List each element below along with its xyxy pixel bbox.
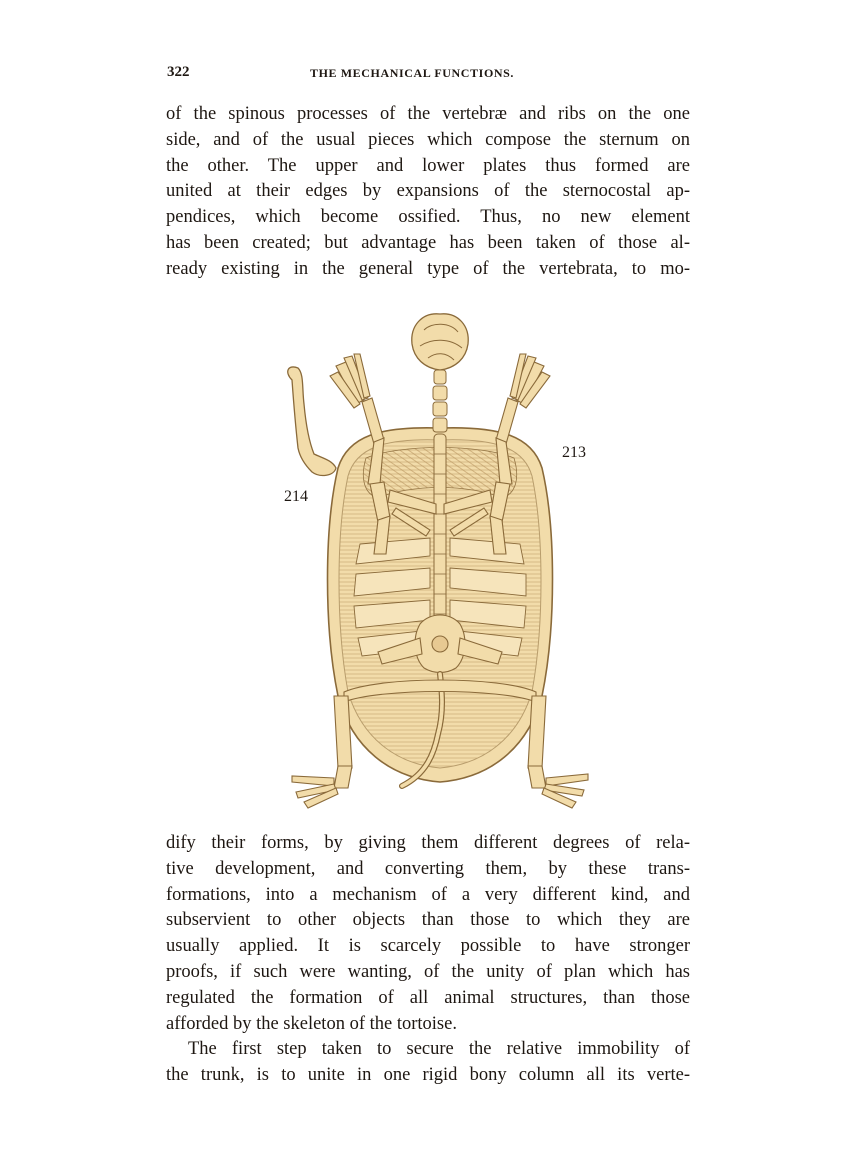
text-line: usually applied. It is scarcely possible to have stronger <box>166 936 690 957</box>
text-line: tive development, and converting them, by these trans- <box>166 858 690 879</box>
text-line: ready existing in the general type of the vertebrata, to mo- <box>166 258 690 279</box>
text-line: regulated the formation of all animal structures, than those <box>166 987 690 1008</box>
page-number: 322 <box>167 64 190 80</box>
text-line: side, and of the usual pieces which compose the sternum on <box>166 129 690 150</box>
separate-bone <box>288 367 336 476</box>
text-line: of the spinous processes of the vertebræ and ribs on the one <box>166 104 690 124</box>
text-line: dify their forms, by giving them different degrees of rela- <box>166 833 690 853</box>
text-line: formations, into a mechanism of a very different kind, and <box>166 884 690 905</box>
figure-label-214: 214 <box>284 488 308 505</box>
text-line: the trunk, is to unite in one rigid bony column all its verte- <box>166 1064 690 1085</box>
tortoise-skeleton-illustration <box>270 308 610 812</box>
text-line: afforded by the skeleton of the tortoise. <box>166 1013 457 1034</box>
text-line: proofs, if such were wanting, of the unity of plan which has <box>166 961 690 982</box>
text-line: has been created; but advantage has been taken of those al- <box>166 232 690 253</box>
running-head: THE MECHANICAL FUNCTIONS. <box>310 66 515 80</box>
paragraph-2 <box>166 831 690 1037</box>
paragraph-3 <box>166 1037 690 1089</box>
text-line: subservient to other objects than those to which they are <box>166 910 690 931</box>
paragraph-1 <box>166 102 690 283</box>
figure-label-213: 213 <box>562 444 586 461</box>
text-line: The first step taken to secure the relative immobility of <box>188 1039 690 1059</box>
text-line: the other. The upper and lower plates thus formed are <box>166 155 690 176</box>
text-line: united at their edges by expansions of the sternocostal ap- <box>166 181 690 202</box>
text-line: pendices, which become ossified. Thus, no new element <box>166 207 690 228</box>
skull <box>412 314 468 370</box>
